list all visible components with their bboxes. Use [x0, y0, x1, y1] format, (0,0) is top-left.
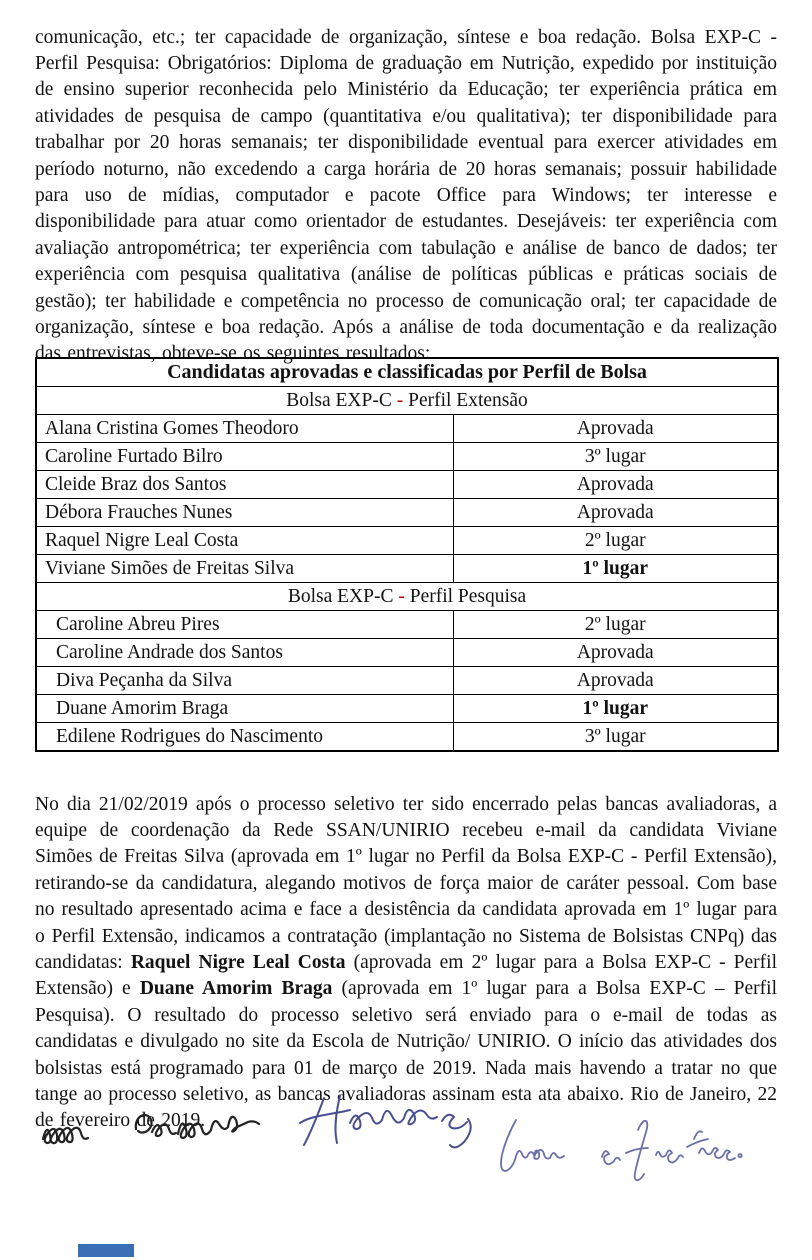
table-row [36, 667, 778, 695]
table-row [36, 695, 778, 723]
section-header-text: Perfil Pesquisa [409, 585, 527, 607]
table-row [36, 639, 778, 667]
paragraph-requirements: comunicação, etc.; ter capacidade de organização, síntese e boa redação. Bolsa EXP-C - Perfil Pesquisa: Obrigatórios: Diploma de graduação em Nutrição, expedido por instituição de ensino superior reconhecida pelo Ministério da Educação; ter experiência prática em atividades de pesquisa de campo (quantitativa e/ou qualitativa); ter disponibilidade para trabalhar por 20 horas semanais; ter disponibilidade eventual para exercer atividades em período noturno, não excedendo a carga horária de 20 horas semanais; possuir habilidade para uso de mídias, computador e pacote Office para Windows; ter interesse e disponibilidade para atuar como orientador de estudantes. Desejáveis: ter experiência com avaliação antropométrica; ter experiência com tabulação e análise de banco de dados; ter experiência com pesquisa qualitativa (análise de políticas públicas e práticas sociais de gestão); ter habilidade e competência no processo de comunicação oral; ter capacidade de organização, síntese e boa redação. Após a análise de toda documentação e da realização das entrevistas, obteve-se os seguintes resultados: [35, 26, 777, 365]
section-header-pesquisa [36, 583, 778, 611]
conclusion-bold-name: Duane Amorim Braga [139, 978, 333, 1000]
table-title: Candidatas aprovadas e classificadas por Perfil de Bolsa [36, 358, 778, 387]
conclusion-bold-name: Raquel Nigre Leal Costa [130, 951, 346, 973]
table-row [36, 471, 778, 499]
results-table [35, 357, 779, 752]
candidate-result: 3º lugar [453, 443, 778, 471]
candidate-result: Aprovada [453, 499, 778, 527]
table-row [36, 443, 778, 471]
red-hyphen: - [398, 585, 405, 607]
table-title-row [36, 358, 778, 387]
section-header-text: Perfil Extensão [408, 389, 528, 411]
paragraph-conclusion [35, 792, 777, 1135]
conclusion-text: (aprovada em 1º lugar para a Bolsa EXP-C – Perfil Pesquisa). O resultado do processo seletivo será enviado para o e-mail de todas as candidatas e divulgado no site da Escola de Nutrição/ UNIRIO. O início das atividades dos bolsistas está programado para 01 de março de 2019. Nada mais havendo a tratar no que tange ao processo seletivo, as bancas avaliadoras assinam esta ata abaixo. Rio de Janeiro, 22 de fevereiro de 2019. [35, 978, 777, 1132]
signature-3-light-blue-ink [486, 1108, 748, 1190]
candidate-name: Edilene Rodrigues do Nascimento [36, 723, 453, 752]
candidate-result: 3º lugar [453, 723, 778, 752]
signature-2-blue-ink [296, 1092, 478, 1152]
candidate-result: Aprovada [453, 667, 778, 695]
candidate-name: Caroline Furtado Bilro [36, 443, 453, 471]
candidate-name: Alana Cristina Gomes Theodoro [36, 415, 453, 443]
table-row [36, 499, 778, 527]
candidate-name: Raquel Nigre Leal Costa [36, 527, 453, 555]
candidate-result: Aprovada [453, 415, 778, 443]
candidate-result: 2º lugar [453, 527, 778, 555]
table-row [36, 415, 778, 443]
conclusion-text: No dia 21/02/2019 após o processo seletivo ter sido encerrado pelas bancas avaliadoras, a equipe de coordenação da Rede SSAN/UNIRIO recebeu e-mail da candidata Viviane Simões de Freitas Silva (aprovada em 1º lugar no Perfil da Bolsa EXP-C - Perfil Extensão), retirando-se da candidatura, alegando motivos de força maior de caráter pessoal. Com base no resultado apresentado acima e face a desistência da candidata aprovada em 1º lugar para o Perfil Extensão, indicamos a contratação (implantação no Sistema de Bolsistas CNPq) das candidatas: [35, 793, 777, 973]
table-row [36, 555, 778, 583]
section-header-text: Bolsa EXP-C [286, 389, 392, 411]
candidate-name: Cleide Braz dos Santos [36, 471, 453, 499]
candidate-name: Caroline Abreu Pires [36, 611, 453, 639]
red-hyphen: - [396, 389, 404, 411]
candidate-result: Aprovada [453, 639, 778, 667]
candidate-name: Diva Peçanha da Silva [36, 667, 453, 695]
candidate-result: 1º lugar [453, 695, 778, 723]
footer-blue-mark [78, 1244, 134, 1257]
table-row [36, 723, 778, 752]
conclusion-text: (aprovada em 2º lugar para a Bolsa EXP-C - Perfil Extensão) e [35, 951, 778, 1000]
section-header-text: Bolsa EXP-C [287, 585, 394, 607]
signature-1-black-ink [40, 1100, 262, 1154]
table-row [36, 611, 778, 639]
table-row [36, 527, 778, 555]
candidate-result: 2º lugar [453, 611, 778, 639]
candidate-name: Débora Frauches Nunes [36, 499, 453, 527]
candidate-name: Viviane Simões de Freitas Silva [36, 555, 453, 583]
candidate-result: Aprovada [453, 471, 778, 499]
candidate-name: Caroline Andrade dos Santos [36, 639, 453, 667]
candidate-result: 1º lugar [453, 555, 778, 583]
candidate-name: Duane Amorim Braga [36, 695, 453, 723]
section-header-extensao [36, 387, 778, 415]
